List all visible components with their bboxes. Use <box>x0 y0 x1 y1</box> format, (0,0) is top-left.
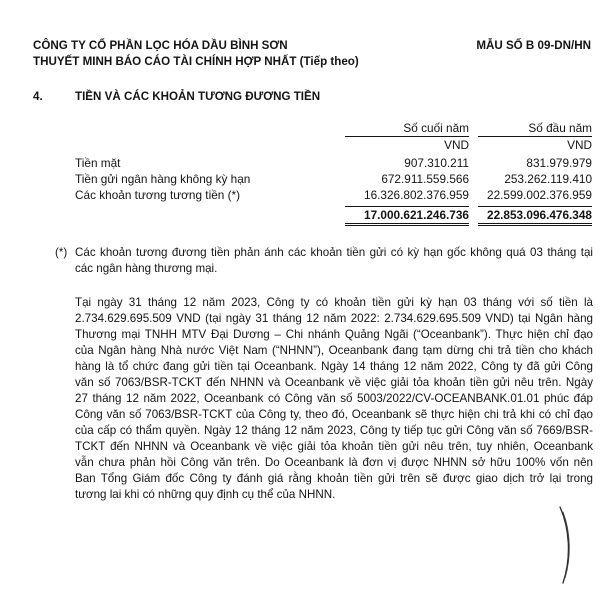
value-end-of-year: 907.310.211 <box>404 156 469 170</box>
total-beginning-of-year: 22.853.096.476.348 <box>478 206 592 226</box>
total-label-cell <box>75 206 345 222</box>
report-header <box>33 38 359 70</box>
table-header-row <box>75 120 592 137</box>
paragraph-line: 2.734.629.695.509 VND (tại ngày 31 tháng 12 năm 2022: 2.734.629.695.509 VND) tại Ngân hàng <box>75 312 593 325</box>
section-number: 4. <box>33 90 43 103</box>
table-total-row <box>75 206 592 226</box>
paragraph-line: vẫn chưa phản hồi Công văn trên. Do Oceanbank là đơn vị được NHNN sở hữu 100% vốn nên <box>75 456 593 469</box>
unit-label-cell <box>75 137 345 153</box>
table-row <box>75 155 592 171</box>
paragraph-line: Tại ngày 31 tháng 12 năm 2023, Công ty có khoản tiền gửi kỳ hạn 03 tháng với số tiền là <box>75 296 593 309</box>
report-title: THUYẾT MINH BÁO CÁO TÀI CHÍNH HỢP NHẤT (Tiếp theo) <box>33 55 359 68</box>
form-code: MẪU SỐ B 09-DN/HN <box>476 39 591 52</box>
column-gap <box>469 171 478 187</box>
row-label: Tiền gửi ngân hàng không kỳ hạn <box>75 172 251 186</box>
paragraph-line: văn số 7063/BSR-TCKT đến NHNN và Oceanbank về việc giải tỏa khoản tiền gửi nêu trên. Ngày <box>75 376 593 389</box>
paragraph-line: 27 tháng 12 năm 2022, Oceanbank có Công văn số 5003/2022/CV-OCEANBANK.01.01 phúc đáp <box>75 392 593 405</box>
handwritten-signature-mark <box>550 500 580 590</box>
column-gap <box>469 120 478 136</box>
company-name: CÔNG TY CỔ PHẦN LỌC HÓA DẦU BÌNH SƠN <box>33 39 288 52</box>
paragraph-line: Ban Tổng Giám đốc Công ty đánh giá rằng khoản tiền gửi trên sẽ được giao dịch trở lại trong <box>75 472 593 485</box>
value-beginning-of-year: 22.599.002.376.959 <box>487 188 592 202</box>
footnote-marker: (*) <box>55 246 68 259</box>
column-header-end-of-year: Số cuối năm <box>345 120 469 137</box>
footnote-text <box>75 245 593 277</box>
total-end-of-year: 17.000.621.246.736 <box>345 206 469 226</box>
table-row <box>75 187 592 203</box>
column-gap <box>469 137 478 153</box>
section-title: TIỀN VÀ CÁC KHOẢN TƯƠNG ĐƯƠNG TIỀN <box>75 90 321 103</box>
note-line: các ngân hàng thương mại. <box>75 262 218 275</box>
paragraph-line: của cấp có thẩm quyền. Ngày 12 tháng 12 năm 2023, Công ty tiếp tục gửi Công văn số 7669/BSR- <box>75 424 593 437</box>
paragraph-line: của Ngân hàng Nhà nước Việt Nam (“NHNN”), Oceanbank đang tạm dừng chi trả tiền cho khách <box>75 344 593 357</box>
paragraph-line: TCKT đến NHNN và Oceanbank về việc giải tỏa khoản tiền gửi nêu trên, tuy nhiên, Oceanbank <box>75 440 593 453</box>
unit-beginning-of-year: VND <box>567 138 592 152</box>
value-beginning-of-year: 831.979.979 <box>526 156 592 170</box>
paragraph-line: hàng là tổ chức đang gửi tiền tại Oceanbank. Ngày 14 tháng 12 năm 2022, Công ty đã gửi Công <box>75 360 593 373</box>
row-label: Các khoản tương tương tiền (*) <box>75 188 241 202</box>
column-gap <box>469 155 478 171</box>
paragraph-line: tương lai khi có những quy định cụ thể của NHNN. <box>75 488 336 501</box>
value-end-of-year: 16.326.802.376.959 <box>364 188 469 202</box>
explanatory-paragraph <box>75 295 593 503</box>
paragraph-line: Thương mại TNHH MTV Đại Dương – Chi nhánh Quảng Ngãi (“Oceanbank”). Thực hiện chỉ đạo <box>75 328 593 341</box>
table-header-label-cell <box>75 120 345 136</box>
unit-end-of-year: VND <box>444 138 469 152</box>
column-gap <box>469 206 478 222</box>
row-label: Tiền mặt <box>75 156 121 170</box>
value-end-of-year: 672.911.559.566 <box>381 172 469 186</box>
paragraph-line: Công văn số 7063/BSR-TCKT của Công ty, theo đó, Oceanbank sẽ thực hiện chi trả khi có chỉ đạo <box>75 408 593 421</box>
table-row <box>75 171 592 187</box>
value-beginning-of-year: 253.262.119.410 <box>504 172 592 186</box>
column-header-beginning-of-year: Số đầu năm <box>478 120 592 137</box>
table-unit-row <box>75 137 592 153</box>
note-line: Các khoản tương đương tiền phản ánh các khoản tiền gửi có kỳ hạn gốc không quá 03 tháng tại <box>75 246 593 259</box>
column-gap <box>469 187 478 203</box>
